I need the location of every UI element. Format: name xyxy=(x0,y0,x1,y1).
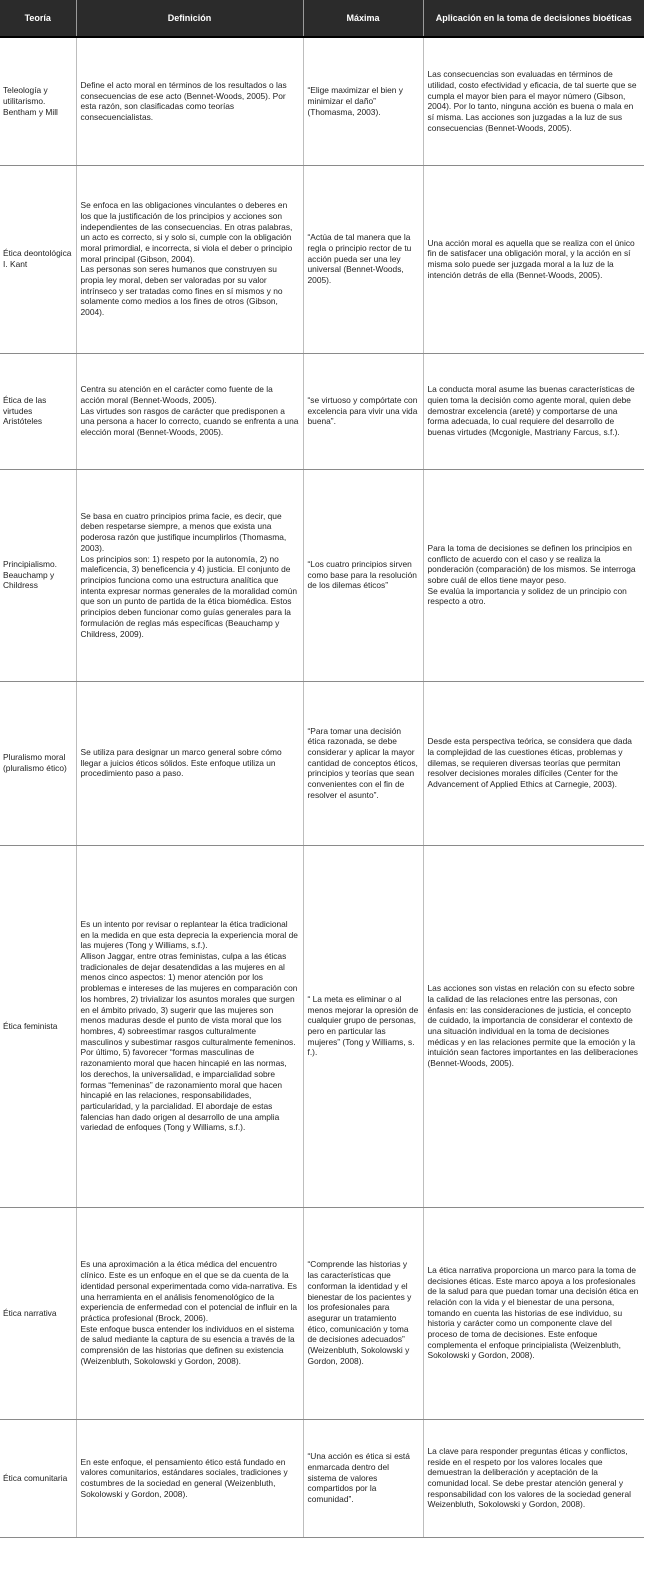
application-paragraph: Una acción moral es aquella que se realiza con el único fin de satisfacer una obligación moral, y la acción en sí misma solo puede ser juzgada moral a la luz de la intención detrás de ella (Bennet-Woods, 2005). xyxy=(427,237,635,280)
definition-paragraph: Es un intento por revisar o replantear la ética tradicional en la medida en que esta deprecia la experiencia moral de las mujeres (Tong y Williams, s.f.). xyxy=(80,918,298,951)
definition-cell xyxy=(76,845,303,1207)
table-row xyxy=(0,353,644,469)
header-row xyxy=(0,0,644,37)
header-maxim: Máxima xyxy=(303,0,423,37)
maxim-cell: “Comprende las historias y las características que conforman la identidad y el bienestar de los pacientes y los profesionales para asegurar un tratamiento ético, comunicación y toma de decisiones adecuados” (Weizenbluth, Sokolowski y Gordon, 2008). xyxy=(303,1207,423,1419)
definition-paragraph: Las virtudes son rasgos de carácter que predisponen a una persona a hacer lo correcto, cuando se enfrenta a una elección moral (Bennet-Woods, 2005). xyxy=(80,405,299,438)
definition-paragraph: Allison Jaggar, entre otras feministas, culpa a las éticas tradicionales de dejar desatendidas a las mujeres en al menos cinco aspectos: 1) menor atención por los problemas e intereses de las mujeres en comparación con los hombres, 2) trivializar los asuntos morales que surgen en el ámbito privado, 3) sugerir que las mujeres son menos maduras desde el punto de vista moral que los hombres, 4) sobreestimar rasgos culturalmente masculinos y subestimar rasgos culturalmente femeninos. Por último, 5) favorecer “formas masculinas de razonamiento moral que hacen hincapié en las normas, los derechos, la universalidad, e imparcialidad sobre formas “femeninas” de razonamiento moral que hacen hincapié en las relaciones, responsabilidades, particularidad, y la parcialidad. El abordaje de estas falencias han dado origen al desarrollo de una amplia variedad de enfoques (Tong y Williams, s.f.). xyxy=(80,951,298,1133)
table-row xyxy=(0,681,644,845)
application-cell xyxy=(423,845,644,1207)
definition-cell xyxy=(76,37,303,165)
table-row xyxy=(0,37,644,165)
application-cell xyxy=(423,681,644,845)
definition-paragraph: Centra su atención en el carácter como fuente de la acción moral (Bennet-Woods, 2005). xyxy=(80,384,273,405)
application-cell xyxy=(423,1419,644,1537)
application-cell xyxy=(423,353,644,469)
application-paragraph: La conducta moral asume las buenas características de quien toma la decisión como agente moral, quien debe demostrar excelencia (areté) y comportarse de una forma adecuada, lo cual requiere del desarrollo de buenas virtudes (Mcgonigle, Mastriany Farcus, s.f.). xyxy=(427,384,635,438)
definition-cell xyxy=(76,353,303,469)
theory-cell: Ética de las virtudes Aristóteles xyxy=(0,353,76,469)
application-paragraph: La ética narrativa proporciona un marco para la toma de decisiones éticas. Este marco apoya a los profesionales de la salud para que puedan tomar una decisión ética en relación con la vida y el bienestar de una persona, tomando en cuenta las historias de ese individuo, su historia y carácter como un componente clave del proceso de toma de decisiones. Este enfoque complementa el enfoque principialista (Weizenbluth, Sokolowski y Gordon, 2008). xyxy=(427,1264,639,1361)
table-row xyxy=(0,1419,644,1537)
definition-paragraph: Se utiliza para designar un marco general sobre cómo llegar a juicios éticos sólidos. Este enfoque utiliza un procedimiento paso a paso. xyxy=(80,746,282,779)
maxim-cell: “se virtuoso y compórtate con excelencia para vivir una vida buena”. xyxy=(303,353,423,469)
theory-cell: Ética deontológica I. Kant xyxy=(0,165,76,353)
application-paragraph: Desde esta perspectiva teórica, se considera que dada la complejidad de las cuestiones éticas, problemas y dilemas, se requieren diversas teorías que permitan resolver decisiones morales difíciles (Center for the Advancement of Applied Ethics at Carnegie, 2003). xyxy=(427,736,632,790)
header-definition: Definición xyxy=(76,0,303,37)
application-paragraph: Las consecuencias son evaluadas en términos de utilidad, costo efectividad y eficacia, de tal suerte que se cumpla el mayor bien para el mayor número (Gibson, 2004). Por lo tanto, ninguna acción es buena o mala en sí misma. Las acciones son juzgadas a la luz de sus consecuencias (Bennet-Woods, 2005). xyxy=(427,69,637,133)
definition-paragraph: En este enfoque, el pensamiento ético está fundado en valores comunitarios, estándares sociales, tradiciones y costumbres de la sociedad en general (Weizenbluth, Sokolowski y Gordon, 2008). xyxy=(80,1456,288,1499)
definition-paragraph: Las personas son seres humanos que construyen su propia ley moral, deben ser valoradas por su valor intrínseco y ser tratadas como fines en sí mismos y no solamente como medios a los fines de otros (Gibson, 2004). xyxy=(80,264,283,318)
theory-cell: Ética narrativa xyxy=(0,1207,76,1419)
maxim-cell: “Actúa de tal manera que la regla o principio rector de tu acción pueda ser una ley universal (Bennet-Woods, 2005). xyxy=(303,165,423,353)
definition-paragraph: Los principios son: 1) respeto por la autonomía, 2) no maleficencia, 3) beneficencia y 4) justicia. El conjunto de principios funciona como una estructura analítica que intenta expresar normas generales de la moralidad común que son un punto de partida de la ética biomédica. Estos principios deben funcionar como guías generales para la formulación de reglas más específicas (Beauchamp y Childress, 2009). xyxy=(80,553,297,639)
definition-cell xyxy=(76,681,303,845)
application-paragraph: Las acciones son vistas en relación con su efecto sobre la calidad de las relaciones entre las personas, con énfasis en: las consideraciones de justicia, el concepto de cuidado, la importancia de considerar el contexto de una situación individual en la toma de decisiones médicas y en las relaciones permite que la emoción y la intuición sean factores importantes en las deliberaciones (Bennet-Woods, 2005). xyxy=(427,983,638,1069)
table-row xyxy=(0,165,644,353)
table-row xyxy=(0,469,644,681)
maxim-cell: “Los cuatro principios sirven como base para la resolución de los dilemas éticos” xyxy=(303,469,423,681)
theory-cell: Pluralismo moral (pluralismo ético) xyxy=(0,681,76,845)
maxim-cell: “Una acción es ética si está enmarcada dentro del sistema de valores compartidos por la comunidad”. xyxy=(303,1419,423,1537)
application-cell xyxy=(423,37,644,165)
definition-cell xyxy=(76,165,303,353)
application-paragraph: Se evalúa la importancia y solidez de un principio con respecto a otro. xyxy=(427,585,627,607)
definition-paragraph: Define el acto moral en términos de los resultados o las consecuencias de ese acto (Bennet-Woods, 2005). Por esta razón, son clasificadas como teorías consecuencialistas. xyxy=(80,79,287,122)
definition-paragraph: Se enfoca en las obligaciones vinculantes o deberes en los que la justificación de los principios y acciones son independientes de las consecuencias. En otras palabras, un acto es correcto, si y solo si, cumple con la obligación moral primordial, e incorrecta, si viola el deber o principio moral principal (Gibson, 2004). xyxy=(80,200,293,264)
table-row xyxy=(0,1207,644,1419)
header-application: Aplicación en la toma de decisiones bioéticas xyxy=(423,0,644,37)
theory-cell: Teleología y utilitarismo. Bentham y Mill xyxy=(0,37,76,165)
application-cell xyxy=(423,469,644,681)
maxim-cell: “ La meta es eliminar o al menos mejorar la opresión de cualquier grupo de personas, pero en particular las mujeres” (Tong y Williams, s. f.). xyxy=(303,845,423,1207)
definition-cell xyxy=(76,469,303,681)
application-cell xyxy=(423,165,644,353)
application-cell xyxy=(423,1207,644,1419)
definition-paragraph: Este enfoque busca entender los individuos en el sistema de salud mediante la captura de su esencia a través de la comprensión de las historias que definen su existencia (Weizenbluth, Sokolowski y Gordon, 2008). xyxy=(80,1323,295,1366)
table-row xyxy=(0,845,644,1207)
definition-cell xyxy=(76,1207,303,1419)
theory-cell: Ética feminista xyxy=(0,845,76,1207)
definition-cell xyxy=(76,1419,303,1537)
maxim-cell: “Para tomar una decisión ética razonada, se debe considerar y aplicar la mayor cantidad de conceptos éticos, principios y teorías que sean convenientes con el fin de resolver el asunto”. xyxy=(303,681,423,845)
maxim-cell: “Elige maximizar el bien y minimizar el daño” (Thomasma, 2003). xyxy=(303,37,423,165)
header-theory: Teoría xyxy=(0,0,76,37)
application-paragraph: La clave para responder preguntas éticas y conflictos, reside en el respeto por los valores locales que demuestran la deliberación y aceptación de la comunidad local. Se debe prestar atención general y responsabilidad con los valores de la sociedad general Weizenbluth, Sokolowski y Gordon, 2008). xyxy=(427,1445,631,1510)
theory-cell: Ética comunitaria xyxy=(0,1419,76,1537)
application-paragraph: Para la toma de decisiones se definen los principios en conflicto de acuerdo con el caso y se realiza la ponderación (comparación) de los mismos. Se interroga sobre cuál de ellos tiene mayor peso. xyxy=(427,542,636,585)
theory-cell: Principialismo. Beauchamp y Childress xyxy=(0,469,76,681)
definition-paragraph: Se basa en cuatro principios prima facie, es decir, que deben respetarse siempre, a menos que exista una poderosa razón que justifique incumplirlos (Thomasma, 2003). xyxy=(80,510,287,553)
definition-paragraph: Es una aproximación a la ética médica del encuentro clínico. Este es un enfoque en el que se da cuenta de la identidad personal experimentada como vida-narrativa. Es una herramienta en el análisis fenomenológico de la experiencia de enfermedad con el potencial de influir en la práctica profesional (Brock, 2006). xyxy=(80,1259,297,1323)
